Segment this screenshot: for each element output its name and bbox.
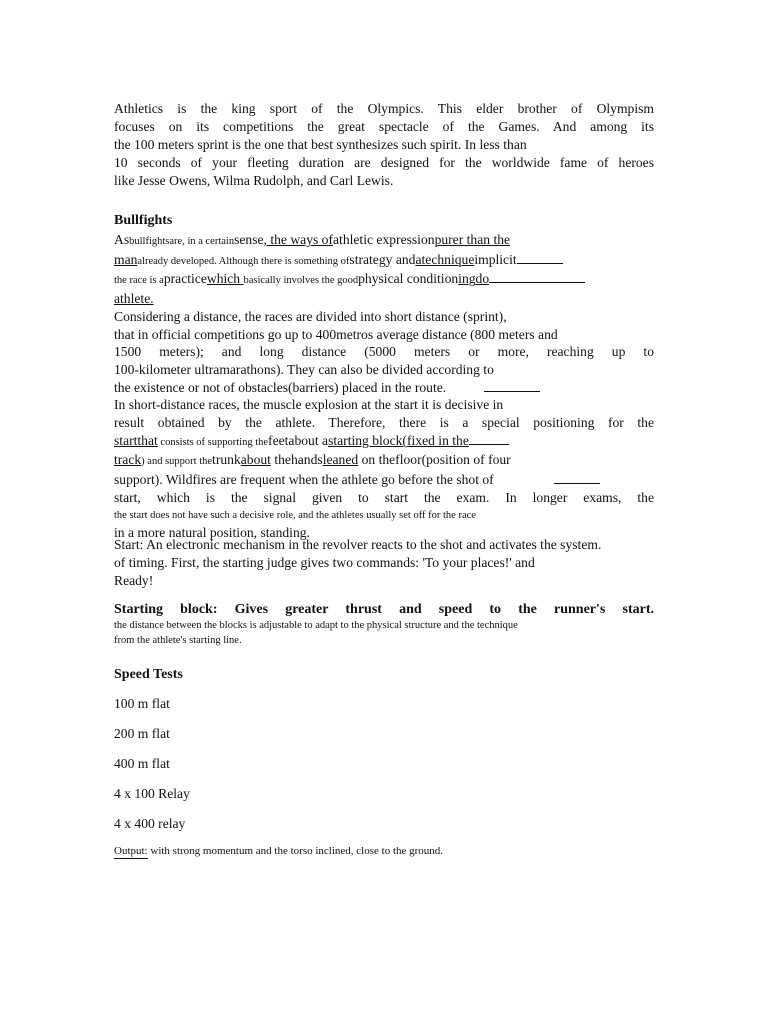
bf-line-15: start, which is the signal given to start the exam. In longer exams, the: [114, 489, 654, 505]
bf-line-16: the start does not have such a decisive role, and the athletes usually set off for the race: [114, 509, 476, 521]
bf-line-17: in a more natural position, standing.: [114, 525, 310, 541]
bf-line-14: support). Wildfires are frequent when the athlete go before the shot of: [114, 471, 654, 489]
bf-line-9: the existence or not of obstacles(barriers) placed in the route.: [114, 379, 654, 397]
bf-line-8: 100-kilometer ultramarathons). They can also be divided according to: [114, 361, 494, 377]
list-item: 400 m flat: [114, 756, 170, 771]
speed-tests-heading: Speed Tests: [114, 667, 183, 682]
fill-blank: [517, 251, 563, 264]
fill-blank: [469, 432, 509, 445]
start-paragraph: [114, 536, 654, 590]
bf-line-6: that in official competitions go up to 400metros average distance (800 meters and: [114, 326, 558, 342]
starting-block-text: the distance between the blocks is adjustable to adapt to the physical structure and the technique: [114, 620, 518, 631]
intro-line: Athletics is the king sport of the Olympics. This elder brother of Olympism: [114, 101, 654, 116]
fill-blank: [489, 270, 585, 283]
bf-line-5: Considering a distance, the races are divided into short distance (sprint),: [114, 308, 507, 324]
bf-line-4: athlete.: [114, 291, 154, 307]
bullfights-heading: Bullfights: [114, 213, 173, 228]
intro-line: like Jesse Owens, Wilma Rudolph, and Carl Lewis.: [114, 173, 394, 188]
bf-line-12: startthat consists of supporting thefeetabout astarting block(fixed in the: [114, 432, 654, 452]
intro-line: the 100 meters sprint is the one that best synthesizes such spirit. In less than: [114, 137, 527, 152]
starting-block-text: from the athlete's starting line.: [114, 635, 242, 646]
start-line: Start: An electronic mechanism in the revolver reacts to the shot and activates the system.: [114, 537, 602, 552]
bf-line-1: Asbullfightsare, in a certainsense, the ways ofathletic expressionpurer than the: [114, 232, 511, 247]
intro-line: 10 seconds of your fleeting duration are designed for the worldwide fame of heroes: [114, 155, 654, 170]
bf-line-11: result obtained by the athlete. Therefore, there is a special positioning for the: [114, 415, 654, 431]
output-line: [114, 845, 654, 859]
list-item: 100 m flat: [114, 696, 170, 711]
intro-paragraph: [114, 100, 654, 190]
intro-line: focuses on its competitions the great spectacle of the Games. And among its: [114, 119, 654, 134]
list-item: 200 m flat: [114, 726, 170, 741]
bf-line-3: the race is apracticewhich basically involves the goodphysical conditioningdo: [114, 270, 654, 290]
bf-line-13: track) and support thetrunkabout thehandsleaned on thefloor(position of four: [114, 452, 511, 468]
start-line: of timing. First, the starting judge gives two commands: 'To your places!' and: [114, 555, 535, 570]
output-text: with strong momentum and the torso inclined, close to the ground.: [147, 845, 444, 857]
bf-line-7: 1500 meters); and long distance (5000 meters or more, reaching up to: [114, 344, 654, 360]
bf-line-2: manalready developed. Although there is something ofstrategy andatechniqueimplicit: [114, 251, 654, 271]
list-item: 4 x 400 relay: [114, 816, 186, 831]
bf-line-10: In short-distance races, the muscle explosion at the start it is decisive in: [114, 397, 504, 413]
starting-block-section: [114, 601, 654, 648]
fill-blank: [484, 379, 540, 392]
speed-tests-list: [114, 695, 654, 845]
starting-block-heading: Starting block: Gives greater thrust and speed to the runner's start.: [114, 602, 654, 617]
fill-blank: [554, 471, 600, 484]
start-line: Ready!: [114, 573, 154, 588]
list-item: 4 x 100 Relay: [114, 786, 190, 801]
output-label: Output:: [114, 845, 148, 857]
bullfights-paragraph: [114, 231, 654, 542]
